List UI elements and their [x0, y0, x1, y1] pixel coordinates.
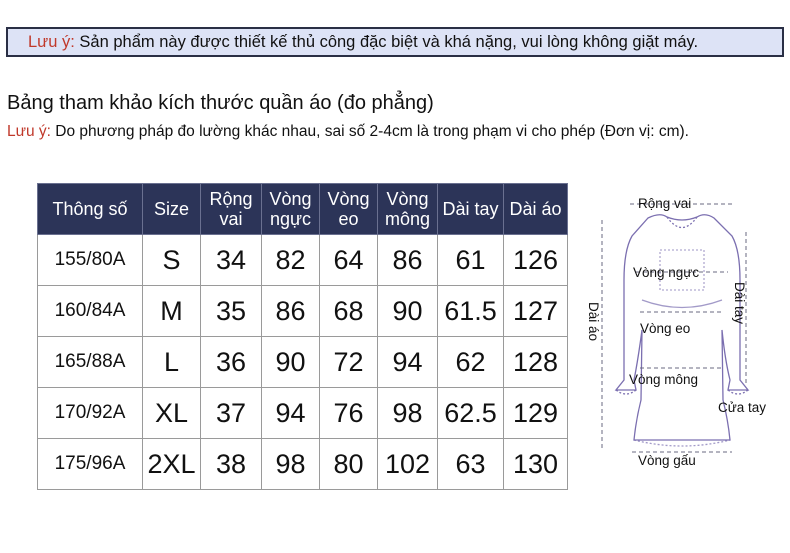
cell-size: 2XL [143, 439, 201, 490]
cell-chest: 98 [262, 439, 320, 490]
cell-shoulder: 37 [201, 388, 262, 439]
header-text: Thông số [52, 199, 128, 219]
cell-spec: 170/92A [38, 388, 143, 439]
header-text: mông [384, 209, 431, 229]
cell-waist: 80 [320, 439, 378, 490]
note-label: Lưu ý: [7, 123, 51, 140]
cell-waist: 76 [320, 388, 378, 439]
garment-diagram [580, 190, 785, 475]
cell-spec: 160/84A [38, 286, 143, 337]
cell-hip: 94 [378, 337, 438, 388]
cell-shoulder: 38 [201, 439, 262, 490]
cell-shoulder: 36 [201, 337, 262, 388]
header-text: Size [153, 199, 189, 219]
cell-chest: 90 [262, 337, 320, 388]
header-text: Dài tay [442, 199, 499, 219]
cell-hip: 90 [378, 286, 438, 337]
label-waist: Vòng eo [640, 321, 691, 336]
cell-shoulder: 34 [201, 235, 262, 286]
header-hip [378, 184, 438, 235]
header-text: ngực [269, 209, 312, 229]
header-size [143, 184, 201, 235]
cell-hip: 86 [378, 235, 438, 286]
cell-length: 130 [504, 439, 568, 490]
cell-size: M [143, 286, 201, 337]
cell-chest: 86 [262, 286, 320, 337]
table-row [38, 286, 568, 337]
cell-chest: 82 [262, 235, 320, 286]
cell-waist: 64 [320, 235, 378, 286]
header-sleeve [438, 184, 504, 235]
header-text: eo [338, 209, 359, 229]
cell-waist: 72 [320, 337, 378, 388]
cell-size: L [143, 337, 201, 388]
cell-spec: 165/88A [38, 337, 143, 388]
cell-length: 127 [504, 286, 568, 337]
cell-shoulder: 35 [201, 286, 262, 337]
cell-spec: 155/80A [38, 235, 143, 286]
table-row [38, 388, 568, 439]
header-text: Vòng [386, 189, 429, 209]
note-text: Do phương pháp đo lường khác nhau, sai số 2-4cm là trong phạm vi cho phép (Đơn vị: cm). [50, 123, 689, 140]
header-shoulder [201, 184, 262, 235]
notice-text: Sản phẩm này được thiết kế thủ công đặc biệt và khá nặng, vui lòng không giặt máy. [74, 33, 699, 51]
notice-label: Lưu ý: [28, 33, 75, 51]
header-text: Vòng [269, 189, 312, 209]
header-text: Vòng [327, 189, 370, 209]
table-row [38, 337, 568, 388]
table-row [38, 439, 568, 490]
notice-banner [6, 27, 784, 57]
label-shoulder: Rộng vai [638, 196, 692, 211]
header-length [504, 184, 568, 235]
cell-sleeve: 62.5 [438, 388, 504, 439]
cell-length: 129 [504, 388, 568, 439]
cell-sleeve: 63 [438, 439, 504, 490]
header-text: Rộng [209, 189, 253, 209]
cell-sleeve: 61 [438, 235, 504, 286]
cell-hip: 98 [378, 388, 438, 439]
label-cuff: Cửa tay [718, 400, 767, 415]
cell-sleeve: 62 [438, 337, 504, 388]
page-title: Bảng tham khảo kích thước quần áo (đo phẳng) [7, 92, 434, 114]
size-table [37, 183, 568, 490]
label-hem: Vòng gấu [638, 453, 696, 468]
header-waist [320, 184, 378, 235]
table-header-row [38, 184, 568, 235]
header-spec [38, 184, 143, 235]
header-text: vai [219, 209, 243, 229]
measurement-note [7, 123, 689, 141]
cell-length: 128 [504, 337, 568, 388]
cell-length: 126 [504, 235, 568, 286]
header-text: Dài áo [509, 199, 562, 219]
cell-sleeve: 61.5 [438, 286, 504, 337]
cell-waist: 68 [320, 286, 378, 337]
cell-size: S [143, 235, 201, 286]
label-hip: Vòng mông [629, 372, 699, 387]
label-chest: Vòng ngực [633, 265, 700, 280]
table-body [38, 235, 568, 490]
cell-chest: 94 [262, 388, 320, 439]
header-chest [262, 184, 320, 235]
cell-size: XL [143, 388, 201, 439]
cell-hip: 102 [378, 439, 438, 490]
label-length: Dài áo [586, 302, 601, 342]
table-row [38, 235, 568, 286]
cell-spec: 175/96A [38, 439, 143, 490]
label-sleeve: Dài tay [732, 282, 747, 325]
